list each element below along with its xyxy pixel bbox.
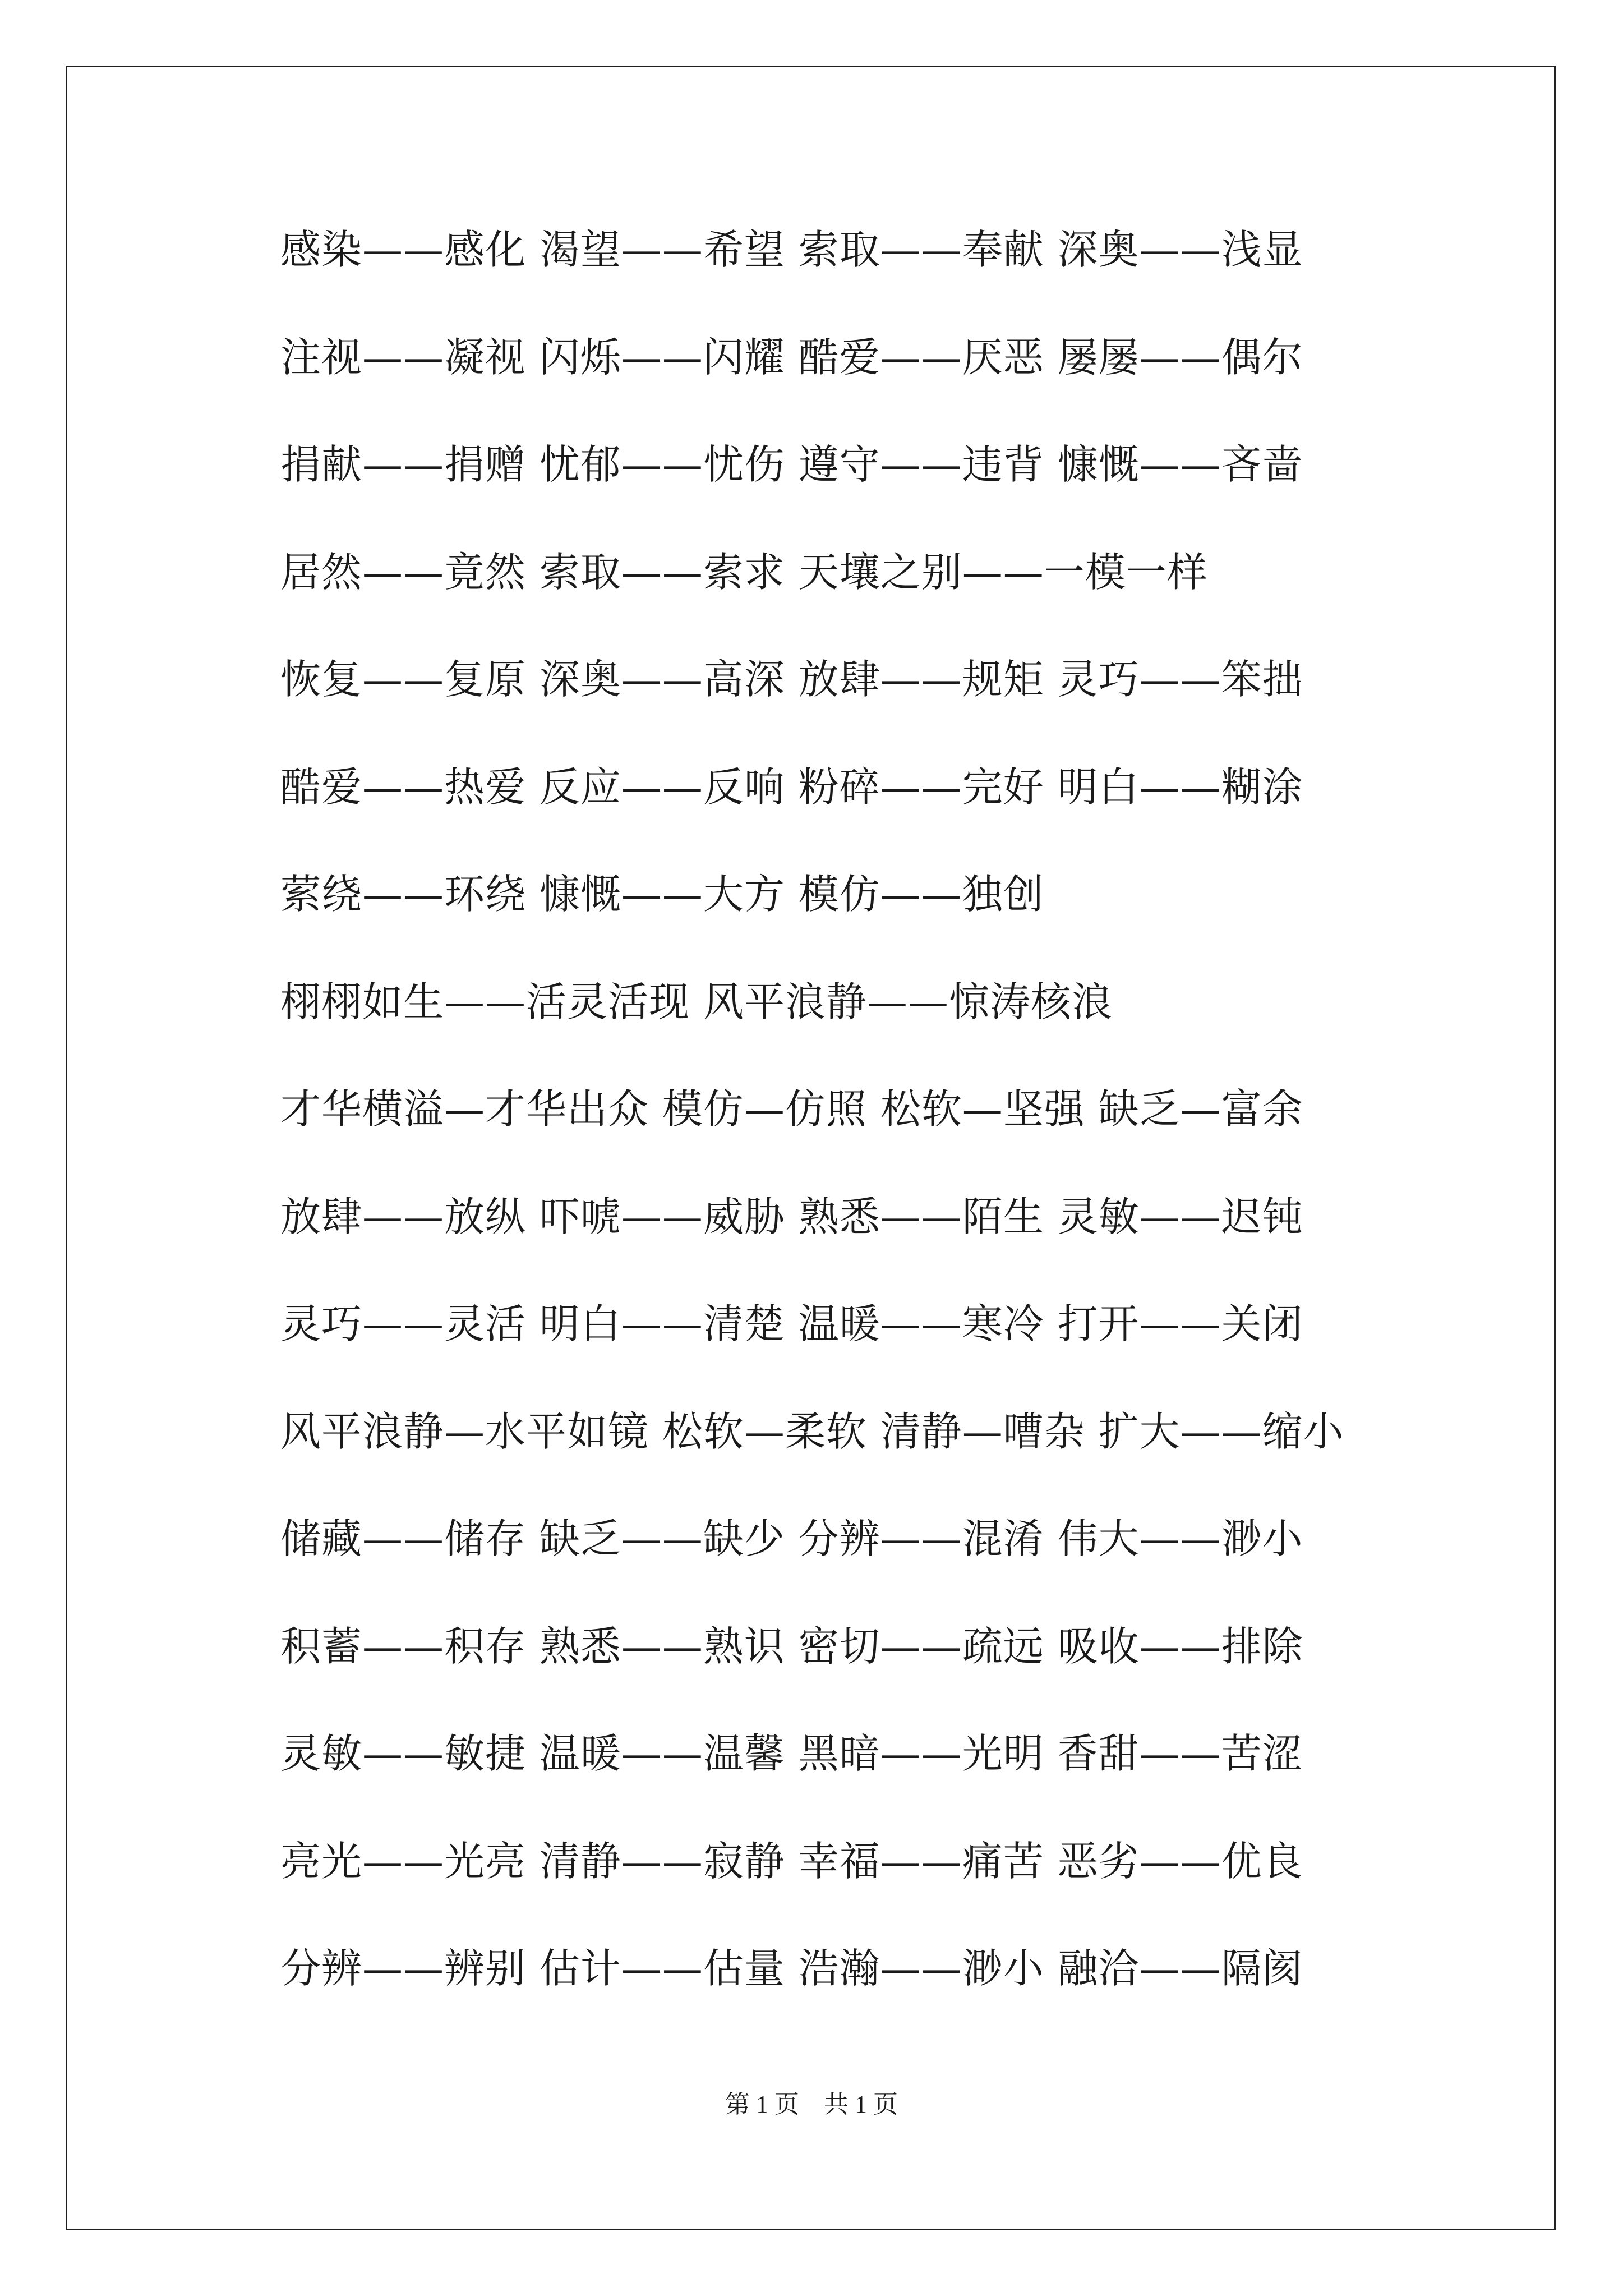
word-pair-line-3: 捐献——捐赠 忧郁——忧伤 遵守——违背 慷慨——吝啬 xyxy=(280,441,1303,488)
word-pair-line-11: 灵巧——灵活 明白——清楚 温暖——寒冷 打开——关闭 xyxy=(280,1300,1303,1347)
word-pair-line-5: 恢复——复原 深奥——高深 放肆——规矩 灵巧——笨拙 xyxy=(280,656,1303,703)
word-pair-line-16: 亮光——光亮 清静——寂静 幸福——痛苦 恶劣——优良 xyxy=(280,1837,1303,1885)
word-pair-line-2: 注视——凝视 闪烁——闪耀 酷爱——厌恶 屡屡——偶尔 xyxy=(280,333,1303,381)
word-pair-line-12: 风平浪静—水平如镜 松软—柔软 清静—嘈杂 扩大——缩小 xyxy=(280,1407,1344,1455)
word-pair-line-15: 灵敏——敏捷 温暖——温馨 黑暗——光明 香甜——苦涩 xyxy=(280,1730,1303,1777)
word-pair-line-7: 萦绕——环绕 慷慨——大方 模仿——独创 xyxy=(280,871,1044,918)
word-pair-line-13: 储藏——储存 缺乏——缺少 分辨——混淆 伟大——渺小 xyxy=(280,1515,1303,1562)
word-pair-line-4: 居然——竟然 索取——索求 天壤之别——一模一样 xyxy=(280,548,1208,596)
word-pair-line-9: 才华横溢—才华出众 模仿—仿照 松软—坚强 缺乏—富余 xyxy=(280,1085,1303,1133)
word-pair-line-8: 栩栩如生——活灵活现 风平浪静——惊涛核浪 xyxy=(280,978,1113,1025)
word-pair-line-10: 放肆——放纵 吓唬——威胁 熟悉——陌生 灵敏——迟钝 xyxy=(280,1193,1303,1240)
page-total: 共 1 页 xyxy=(824,2091,898,2118)
word-pair-line-17: 分辨——辨别 估计——估量 浩瀚——渺小 融洽——隔阂 xyxy=(280,1945,1303,1992)
page-footer xyxy=(0,2084,1623,2120)
page-number: 第 1 页 xyxy=(725,2091,799,2118)
word-pair-line-6: 酷爱——热爱 反应——反响 粉碎——完好 明白——糊涂 xyxy=(280,763,1303,811)
word-pair-list xyxy=(280,227,1486,2054)
word-pair-line-14: 积蓄——积存 熟悉——熟识 密切——疏远 吸收——排除 xyxy=(280,1622,1303,1670)
word-pair-line-1: 感染——感化 渴望——希望 索取——奉献 深奥——浅显 xyxy=(280,226,1303,273)
